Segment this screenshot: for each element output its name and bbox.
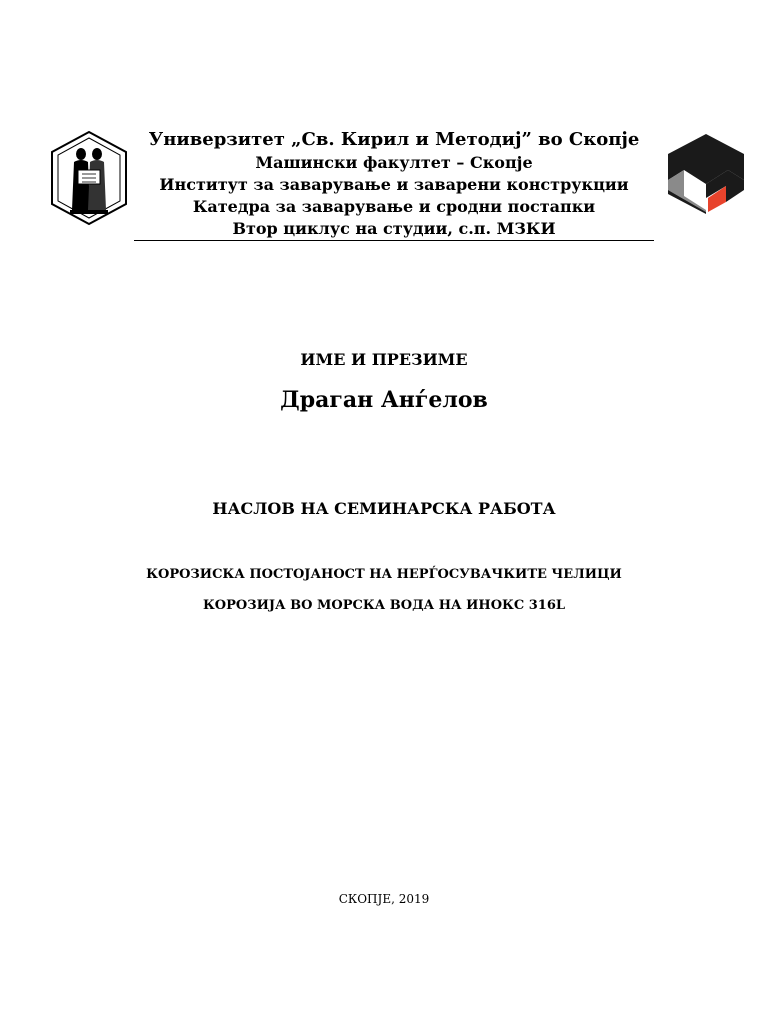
institution-header <box>134 128 654 240</box>
university-seal-icon <box>48 130 130 226</box>
institute-logo-icon <box>666 132 746 214</box>
institute-name: Институт за заварување и заварени конструкции <box>159 175 629 194</box>
author-name: Драган Анѓелов <box>280 387 488 413</box>
title-line-2: КОРОЗИЈА ВО МОРСКА ВОДА НА ИНОКС 316L <box>202 598 566 613</box>
title-line-1: КОРОЗИСКА ПОСТОЈАНОСТ НА НЕРЃОСУВАЧКИТЕ ЧЕЛИЦИ <box>146 567 622 582</box>
header-divider <box>134 240 654 241</box>
faculty-name: Машински факултет – Скопје <box>255 153 533 172</box>
department-name: Катедра за заварување и сродни постапки <box>192 197 596 216</box>
study-program: Втор циклус на студии, с.п. МЗКИ <box>232 219 556 238</box>
author-label: ИМЕ И ПРЕЗИМЕ <box>300 350 468 369</box>
title-label: НАСЛОВ НА СЕМИНАРСКА РАБОТА <box>212 499 556 518</box>
place-year: СКОПЈЕ, 2019 <box>338 892 430 906</box>
university-name: Универзитет „Св. Кирил и Методиј” во Скопје <box>148 129 640 150</box>
